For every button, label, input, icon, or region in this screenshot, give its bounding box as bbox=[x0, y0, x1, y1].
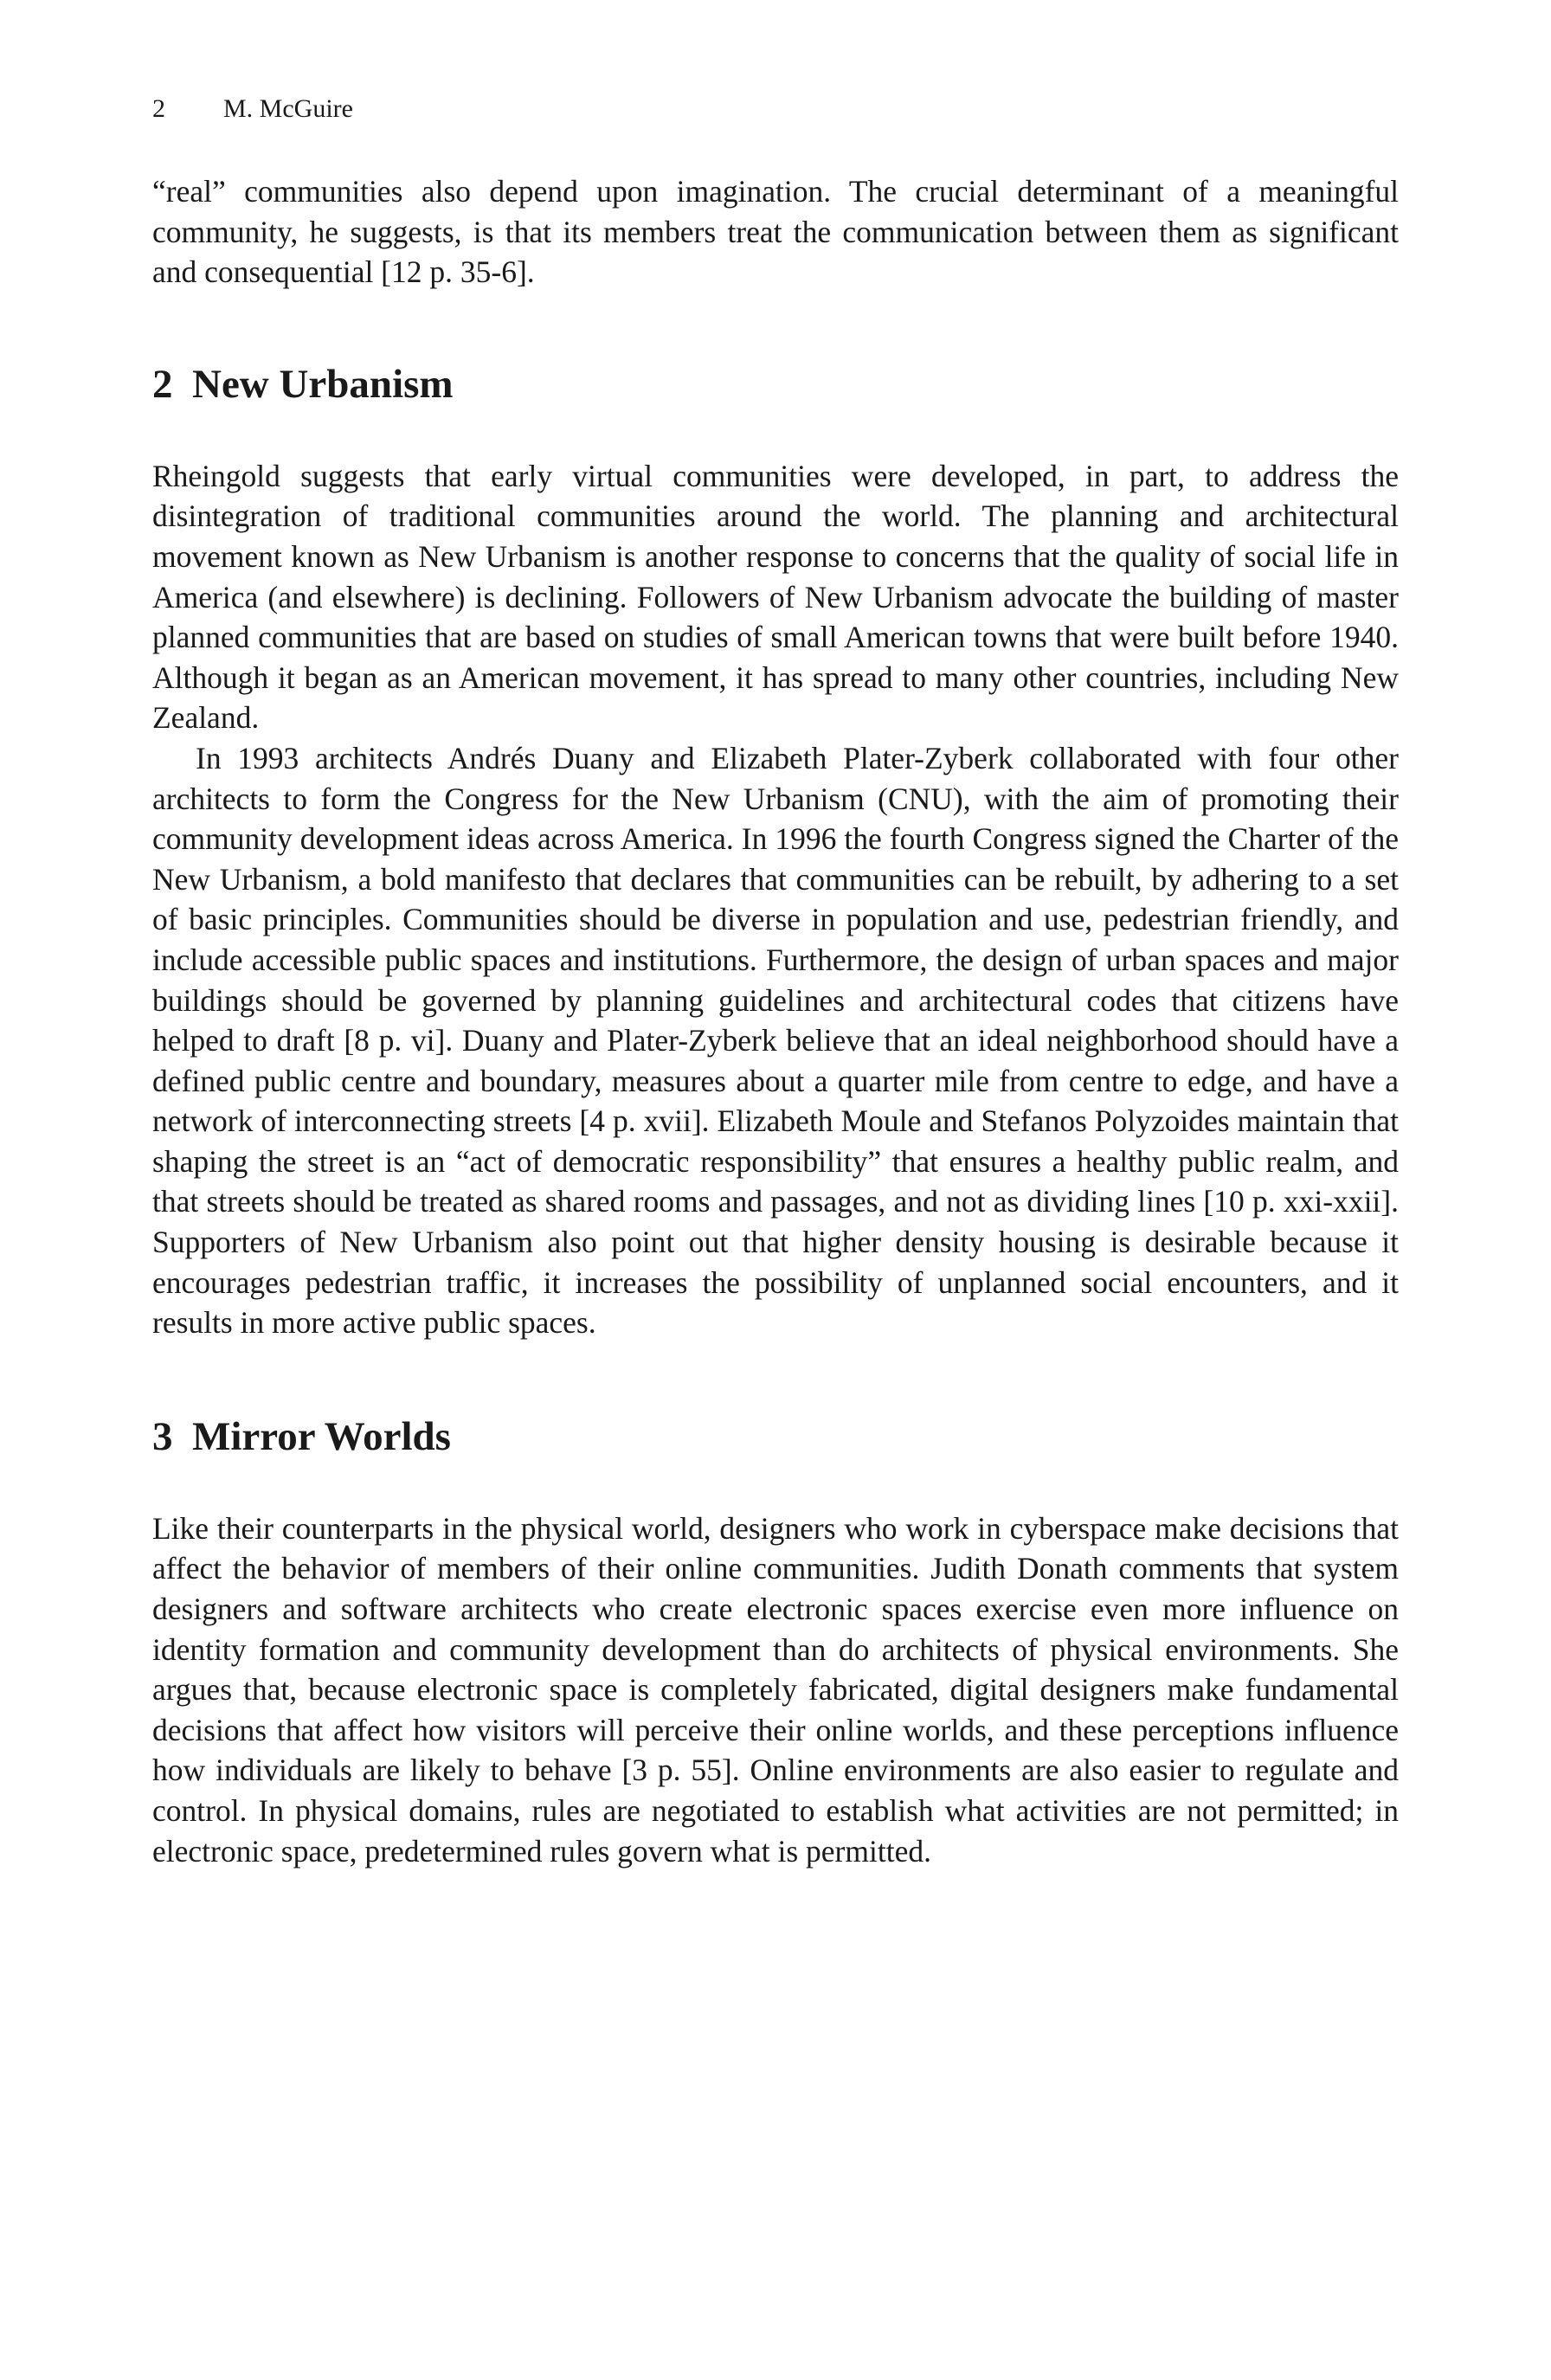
running-head bbox=[152, 92, 1399, 126]
body-paragraph: Like their counterparts in the physical world, designers who work in cyberspace make decisions that affect the behavior of members of their online communities. Judith Donath comments that system designers and software architects who create electronic spaces exercise even more influence on identity formation and community development than do architects of physical environments. She argues that, because electronic space is completely fabricated, digital designers make fundamental decisions that affect how visitors will perceive their online worlds, and these perceptions influence how individuals are likely to behave [3 p. 55]. Online environments are also easier to regulate and control. In physical domains, rules are negotiated to establish what activities are not permitted; in electronic space, predetermined rules govern what is permitted. bbox=[152, 1510, 1399, 1869]
body-paragraph: Rheingold suggests that early virtual communities were developed, in part, to address the disintegration of traditional communities around the world. The planning and architectural movement known as New Urbanism is another response to concerns that the quality of social life in America (and elsewhere) is declining. Followers of New Urbanism advocate the building of master planned communities that are based on studies of small American towns that were built before 1940. Although it began as an American movement, it has spread to many other countries, including New Zealand. bbox=[152, 458, 1399, 736]
section-title: New Urbanism bbox=[192, 361, 454, 407]
section-number: 2 bbox=[152, 361, 173, 407]
running-head-author: M. McGuire bbox=[223, 94, 353, 123]
section-heading-new-urbanism bbox=[152, 360, 1399, 408]
section-heading-mirror-worlds bbox=[152, 1412, 1399, 1461]
intro-paragraph: “real” communities also depend upon imagination. The crucial determinant of a meaningful community, he suggests, is that its members treat the communication between them as significant and consequential [12 p. 35-6]. bbox=[152, 174, 1399, 290]
page-number: 2 bbox=[152, 94, 165, 123]
page bbox=[152, 92, 1399, 1871]
section-title: Mirror Worlds bbox=[192, 1413, 451, 1459]
section-number: 3 bbox=[152, 1413, 173, 1459]
body-paragraph: In 1993 architects Andrés Duany and Elizabeth Plater-Zyberk collaborated with four other architects to form the Congress for the New Urbanism (CNU), with the aim of promoting their community development ideas across America. In 1996 the fourth Congress signed the Charter of the New Urbanism, a bold manifesto that declares that communities can be rebuilt, by adhering to a set of basic principles. Communities should be diverse in population and use, pedestrian friendly, and include accessible public spaces and institutions. Furthermore, the design of urban spaces and major buildings should be governed by planning guidelines and architectural codes that citizens have helped to draft [8 p. vi]. Duany and Plater-Zyberk believe that an ideal neighborhood should have a defined public centre and boundary, measures about a quarter mile from centre to edge, and have a network of interconnecting streets [4 p. xvii]. Elizabeth Moule and Stefanos Polyzoides maintain that shaping the street is an “act of democratic responsibility” that ensures a healthy public realm, and that streets should be treated as shared rooms and passages, and not as dividing lines [10 p. xxi-xxii]. Supporters of New Urbanism also point out that higher density housing is desirable because it encourages pedestrian traffic, it increases the possibility of unplanned social encounters, and it results in more active public spaces. bbox=[152, 740, 1399, 1341]
